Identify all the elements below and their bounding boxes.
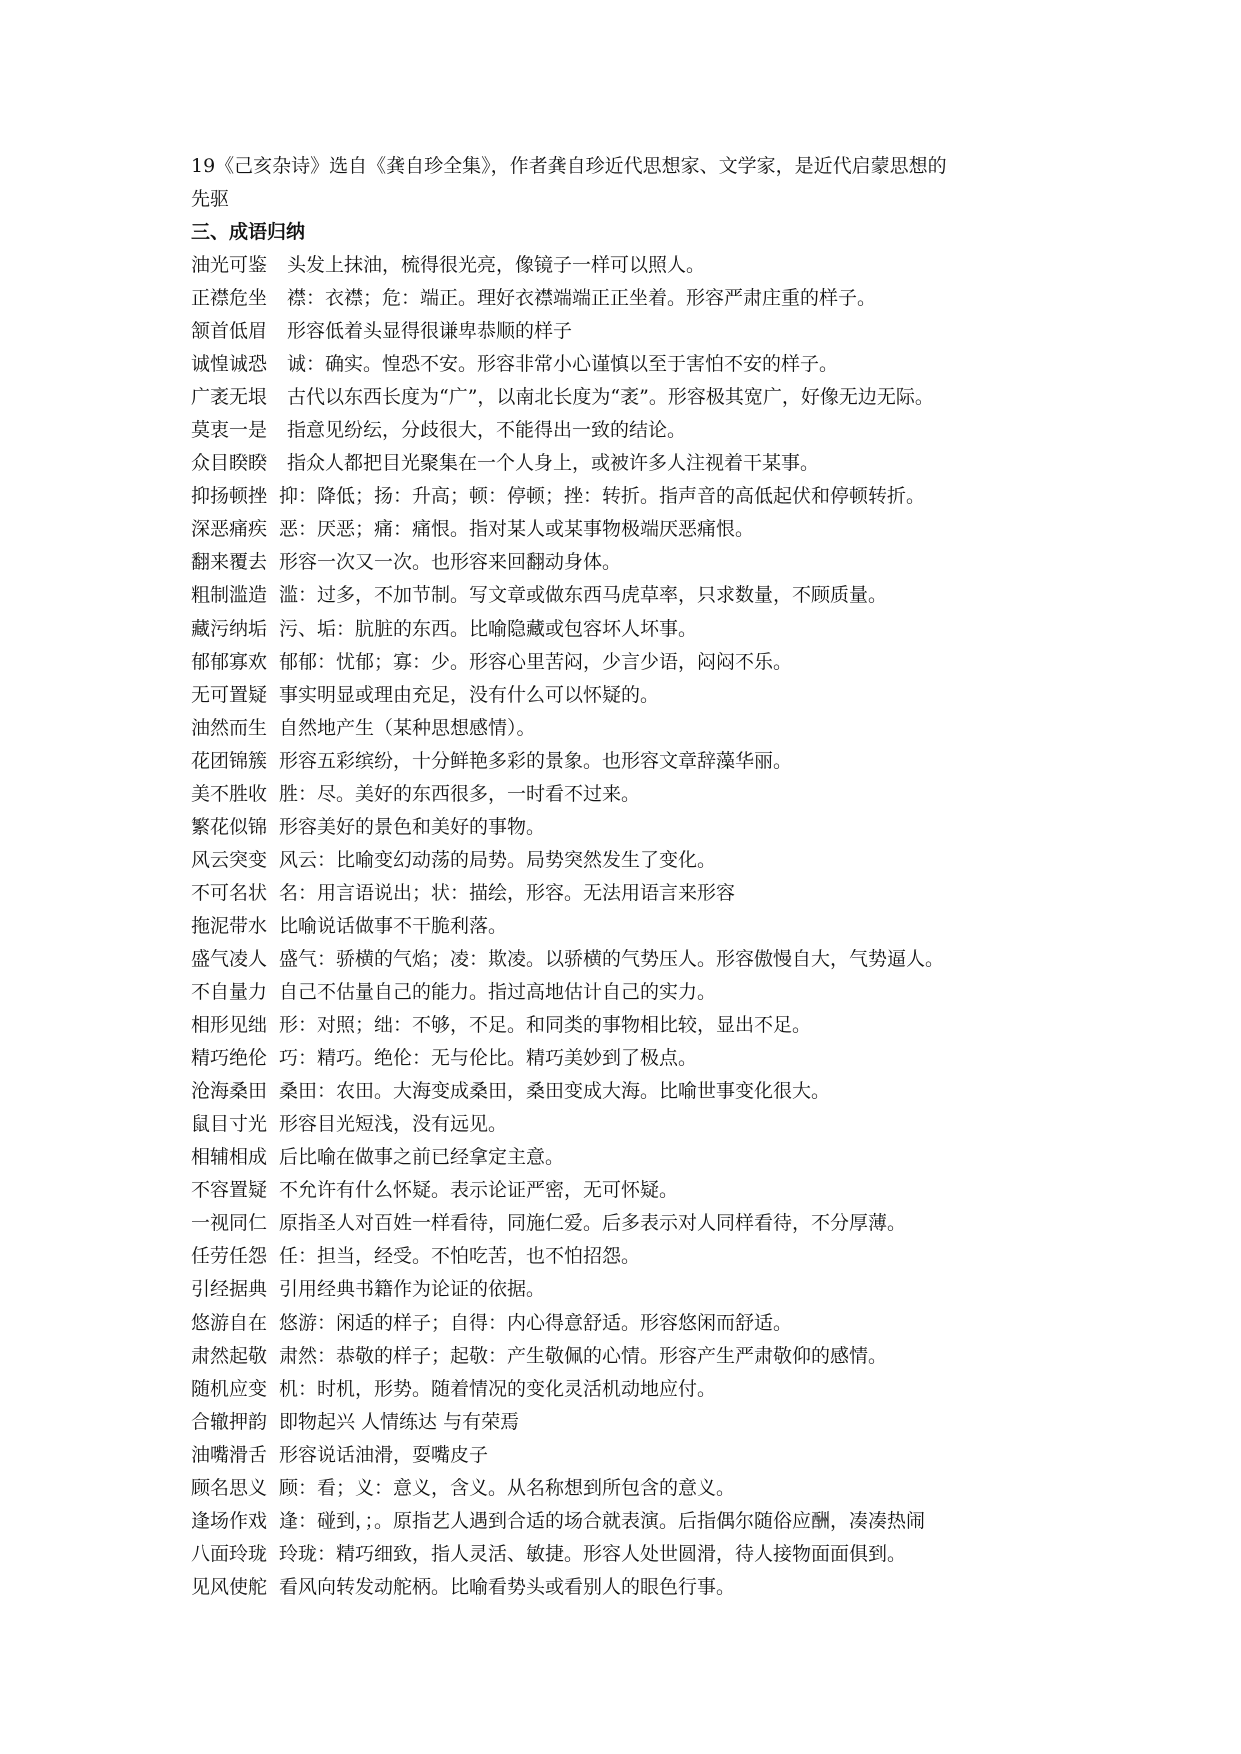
idiom-row [191,1240,1071,1273]
idiom-definition: 不允许有什么怀疑。表示论证严密，无可怀疑。 [279,1179,679,1202]
idiom-row [191,480,1071,513]
idiom-row [191,1571,1071,1604]
idiom-row [191,1307,1071,1340]
idiom-term: 相形见绌 [191,1014,268,1037]
idiom-term: 抑扬顿挫 [191,485,268,508]
idiom-term: 颔首低眉 [191,320,268,343]
idiom-row [191,1373,1071,1406]
idiom-row [191,646,1071,679]
idiom-term: 见风使舵 [191,1575,268,1598]
idiom-term: 正襟危坐 [191,287,268,310]
idiom-term: 粗制滥造 [191,584,268,607]
idiom-row [191,1340,1071,1373]
idiom-term: 沧海桑田 [191,1080,268,1103]
idiom-term: 盛气凌人 [191,947,268,970]
idiom-definition: 自然地产生（某种思想感情）。 [279,716,536,739]
idiom-definition: 形容低着头显得很谦卑恭顺的样子 [287,320,573,343]
idiom-row [191,877,1071,910]
idiom-definition: 抑：降低；扬：升高；顿：停顿；挫：转折。指声音的高低起伏和停顿转折。 [279,485,926,508]
idiom-term: 引经据典 [191,1278,268,1301]
idiom-row [191,1505,1071,1538]
idiom-row [191,1406,1071,1439]
idiom-term: 油光可鉴 [191,254,268,276]
idiom-definition: 肃然：恭敬的样子；起敬：产生敬佩的心情。形容产生严肃敬仰的感情。 [279,1344,888,1367]
idiom-row [191,249,1071,282]
idiom-row [191,1472,1071,1505]
idiom-definition: 形：对照；绌：不够，不足。和同类的事物相比较，显出不足。 [279,1014,812,1037]
idiom-definition: 机：时机，形势。随着情况的变化灵活机动地应付。 [279,1377,717,1400]
idiom-row [191,381,1071,414]
idiom-term: 莫衷一是 [191,419,268,442]
idiom-term: 顾名思义 [191,1476,268,1499]
idiom-term: 拖泥带水 [191,914,268,937]
idiom-term: 花团锦簇 [191,749,268,772]
idiom-term: 油然而生 [191,716,268,739]
idiom-definition: 襟：衣襟；危：端正。理好衣襟端端正正坐着。形容严肃庄重的样子。 [287,287,877,310]
idiom-row [191,1042,1071,1075]
idiom-row [191,315,1071,348]
idiom-definition: 逢：碰到，；。原指艺人遇到合适的场合就表演。后指偶尔随俗应酬，凑凑热闹 [279,1509,926,1532]
idiom-term: 不可名状 [191,881,268,904]
idiom-row [191,1439,1071,1472]
idiom-definition: 巧：精巧。绝伦：无与伦比。精巧美妙到了极点。 [279,1047,698,1070]
idiom-definition: 形容一次又一次。也形容来回翻动身体。 [279,551,622,574]
idiom-term: 逢场作戏 [191,1509,268,1532]
idiom-definition: 顾：看；义：意义，含义。从名称想到所包含的意义。 [279,1476,736,1499]
idiom-definition: 风云：比喻变幻动荡的局势。局势突然发生了变化。 [279,848,717,871]
idiom-term: 鼠目寸光 [191,1113,268,1136]
idiom-row [191,546,1071,579]
idiom-term: 藏污纳垢 [191,617,268,640]
idiom-row [191,579,1071,612]
idiom-definition: 指意见纷纭，分歧很大，不能得出一致的结论。 [287,419,687,442]
idiom-term: 合辙押韵 [191,1410,268,1433]
idiom-list [191,249,1071,1604]
idiom-definition: 事实明显或理由充足，没有什么可以怀疑的。 [279,683,660,706]
idiom-row [191,1108,1071,1141]
idiom-row [191,943,1071,976]
idiom-definition: 恶：厌恶；痛：痛恨。指对某人或某事物极端厌恶痛恨。 [279,518,755,541]
idiom-term: 诚惶诚恐 [191,353,268,376]
idiom-term: 随机应变 [191,1377,268,1400]
idiom-row [191,712,1071,745]
idiom-definition: 指众人都把目光聚集在一个人身上，或被许多人注视着干某事。 [287,452,820,475]
idiom-definition: 即物起兴 人情练达 与有荣焉 [279,1410,520,1433]
idiom-term: 繁花似锦 [191,815,268,838]
idiom-row [191,811,1071,844]
idiom-row [191,910,1071,943]
idiom-definition: 古代以东西长度为“广”，以南北长度为“袤”。形容极其宽广，好像无边无际。 [287,386,934,409]
idiom-row [191,1174,1071,1207]
section-heading: 三、成语归纳 [191,221,306,243]
idiom-term: 肃然起敬 [191,1344,268,1367]
idiom-term: 油嘴滑舌 [191,1443,268,1466]
idiom-definition: 自己不估量自己的能力。指过高地估计自己的实力。 [279,981,717,1004]
idiom-row [191,1141,1071,1174]
intro-line: 19《己亥杂诗》选自《龚自珍全集》，作者龚自珍近代思想家、文学家，是近代启蒙思想的 [191,155,947,177]
idiom-row [191,745,1071,778]
idiom-term: 不容置疑 [191,1179,268,1202]
idiom-term: 美不胜收 [191,782,268,805]
idiom-term: 众目睽睽 [191,452,268,475]
idiom-term: 郁郁寡欢 [191,650,268,673]
idiom-definition: 形容美好的景色和美好的事物。 [279,815,546,838]
idiom-definition: 看风向转发动舵柄。比喻看势头或看别人的眼色行事。 [279,1575,736,1598]
idiom-definition: 比喻说话做事不干脆利落。 [279,914,508,937]
idiom-row [191,1075,1071,1108]
idiom-term: 八面玲珑 [191,1542,268,1565]
idiom-term: 翻来覆去 [191,551,268,574]
idiom-term: 悠游自在 [191,1311,268,1334]
idiom-definition: 头发上抹油，梳得很光亮，像镜子一样可以照人。 [287,254,706,276]
idiom-row [191,1009,1071,1042]
idiom-term: 一视同仁 [191,1212,268,1235]
idiom-row [191,976,1071,1009]
idiom-row [191,513,1071,546]
idiom-row [191,613,1071,646]
idiom-definition: 悠游：闲适的样子；自得：内心得意舒适。形容悠闲而舒适。 [279,1311,793,1334]
idiom-row [191,1273,1071,1306]
idiom-row [191,1538,1071,1571]
idiom-row [191,348,1071,381]
idiom-row [191,1207,1071,1240]
idiom-row [191,414,1071,447]
idiom-definition: 形容五彩缤纷，十分鲜艳多彩的景象。也形容文章辞藻华丽。 [279,749,793,772]
idiom-row [191,844,1071,877]
idiom-term: 广袤无垠 [191,386,268,409]
idiom-definition: 任：担当，经受。不怕吃苦，也不怕招怨。 [279,1245,641,1268]
idiom-definition: 诚：确实。惶恐不安。形容非常小心谨慎以至于害怕不安的样子。 [287,353,839,376]
idiom-definition: 形容目光短浅，没有远见。 [279,1113,508,1136]
idiom-definition: 滥：过多，不加节制。写文章或做东西马虎草率，只求数量，不顾质量。 [279,584,888,607]
idiom-definition: 名：用言语说出；状：描绘，形容。无法用语言来形容 [279,881,736,904]
idiom-definition: 胜：尽。美好的东西很多，一时看不过来。 [279,782,641,805]
intro-line-continued: 先驱 [191,188,230,210]
idiom-definition: 桑田：农田。大海变成桑田，桑田变成大海。比喻世事变化很大。 [279,1080,831,1103]
idiom-term: 精巧绝伦 [191,1047,268,1070]
idiom-row [191,778,1071,811]
idiom-definition: 盛气：骄横的气焰；凌：欺凌。以骄横的气势压人。形容傲慢自大，气势逼人。 [279,947,945,970]
idiom-term: 任劳任怨 [191,1245,268,1268]
idiom-definition: 后比喻在做事之前已经拿定主意。 [279,1146,565,1169]
idiom-definition: 原指圣人对百姓一样看待，同施仁爱。后多表示对人同样看待，不分厚薄。 [279,1212,907,1235]
idiom-term: 风云突变 [191,848,268,871]
document-body [191,150,1071,1604]
idiom-definition: 形容说话油滑，耍嘴皮子 [279,1443,489,1466]
idiom-term: 不自量力 [191,981,268,1004]
idiom-term: 相辅相成 [191,1146,268,1169]
idiom-definition: 引用经典书籍作为论证的依据。 [279,1278,546,1301]
idiom-row [191,447,1071,480]
idiom-row [191,679,1071,712]
idiom-definition: 郁郁：忧郁；寡：少。形容心里苦闷，少言少语，闷闷不乐。 [279,650,793,673]
idiom-term: 深恶痛疾 [191,518,268,541]
idiom-definition: 玲珑：精巧细致，指人灵活、敏捷。形容人处世圆滑，待人接物面面俱到。 [279,1542,907,1565]
idiom-term: 无可置疑 [191,683,268,706]
idiom-row [191,282,1071,315]
idiom-definition: 污、垢：肮脏的东西。比喻隐藏或包容坏人坏事。 [279,617,698,640]
